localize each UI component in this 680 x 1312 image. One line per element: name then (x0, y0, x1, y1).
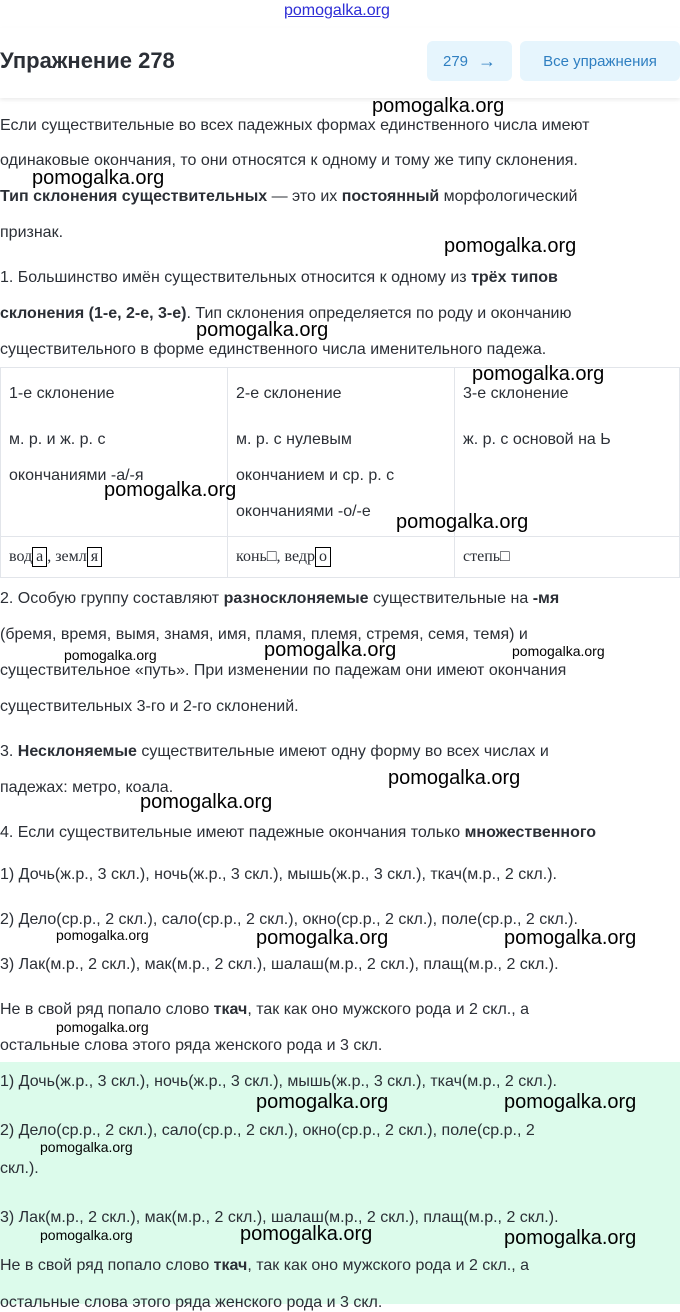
table-header: 3-е склонение (463, 385, 569, 402)
next-exercise-label: 279 (442, 52, 469, 70)
bold-term: трёх типов (471, 269, 558, 286)
text-span: 3. (0, 743, 18, 760)
bold-term: склонения (1-е, 2-е, 3-е) (0, 305, 187, 322)
watermark: pomogalka.org (256, 927, 389, 949)
watermark: pomogalka.org (396, 511, 529, 533)
theory-text: существительных 3-го и 2-го склонений. (0, 698, 299, 715)
answer-line: 1) Дочь(ж.р., 3 скл.), ночь(ж.р., 3 скл.), мышь(ж.р., 3 скл.), ткач(м.р., 2 скл.). (0, 1073, 557, 1090)
theory-text (0, 269, 558, 287)
table-cell-text: окончаниями -о/-е (236, 503, 371, 520)
answer-line: 3) Лак(м.р., 2 скл.), мак(м.р., 2 скл.), шалаш(м.р., 2 скл.), плащ(м.р., 2 скл.). (0, 1209, 559, 1226)
watermark: pomogalka.org (372, 95, 505, 117)
text-span: 4. Если существительные имеют падежные окончания только (0, 824, 465, 841)
table-cell (1, 368, 228, 537)
theory-text: существительного в форме единственного числа именительного падежа. (0, 341, 547, 358)
table-header: 2-е склонение (236, 385, 342, 402)
theory-text (0, 590, 559, 608)
site-logo-link[interactable]: pomogalka.org (284, 2, 390, 19)
bold-term: разносклоняемые (223, 590, 369, 607)
watermark: pomogalka.org (472, 363, 605, 385)
table-cell-text: ж. р. с основой на Ь (463, 431, 611, 448)
watermark: pomogalka.org (444, 235, 577, 257)
watermark: pomogalka.org (104, 479, 237, 501)
table-cell-text: м. р. и ж. р. с (9, 431, 106, 448)
watermark: pomogalka.org (64, 647, 157, 663)
text-span: Не в свой ряд попало слово (0, 1257, 214, 1274)
theory-text (0, 743, 549, 761)
answer-line: скл.). (0, 1160, 39, 1177)
watermark: pomogalka.org (512, 643, 605, 659)
text-span: — это их (267, 188, 342, 205)
text-span: 1. Большинство имён существительных относится к одному из (0, 269, 472, 286)
watermark: pomogalka.org (264, 639, 397, 661)
watermark: pomogalka.org (504, 1091, 637, 1113)
example-word: степь□ (463, 548, 510, 565)
bold-term: ткач (213, 1257, 248, 1274)
watermark: pomogalka.org (504, 927, 637, 949)
solution-line: 2) Дело(ср.р., 2 скл.), сало(ср.р., 2 скл.), окно(ср.р., 2 скл.), поле(ср.р., 2 скл.). (0, 911, 578, 928)
watermark: pomogalka.org (56, 927, 149, 943)
watermark: pomogalka.org (256, 1091, 389, 1113)
text-span: . Тип склонения определяется по роду и окончанию (186, 305, 572, 322)
text-span: , так как оно мужского рода и 2 скл., а (247, 1001, 530, 1018)
table-cell (455, 537, 680, 578)
solution-line: остальные слова этого ряда женского рода и 3 скл. (0, 1037, 383, 1054)
declension-table (0, 367, 680, 578)
theory-text: Если существительные во всех падежных формах единственного числа имеют (0, 117, 590, 134)
solution-line: 3) Лак(м.р., 2 скл.), мак(м.р., 2 скл.), шалаш(м.р., 2 скл.), плащ(м.р., 2 скл.). (0, 956, 559, 973)
theory-text: (бремя, время, вымя, знамя, имя, пламя, племя, стремя, семя, темя) и (0, 626, 528, 643)
theory-text (0, 824, 596, 842)
bold-term: -мя (532, 590, 560, 607)
text-span: Не в свой ряд попало слово (0, 1001, 214, 1018)
separator: , (47, 548, 56, 565)
ending-box: а (32, 547, 47, 567)
bold-term: постоянный (341, 188, 440, 205)
answer-line (0, 1257, 529, 1275)
all-exercises-label: Все упражнения (543, 52, 657, 70)
bold-term: Несклоняемые (17, 743, 137, 760)
watermark: pomogalka.org (388, 767, 521, 789)
all-exercises-button[interactable] (520, 41, 680, 81)
answer-line: 2) Дело(ср.р., 2 скл.), сало(ср.р., 2 скл.), окно(ср.р., 2 скл.), поле(ср.р., 2 (0, 1122, 535, 1139)
watermark: pomogalka.org (140, 791, 273, 813)
text-span: , так как оно мужского рода и 2 скл., а (247, 1257, 530, 1274)
page-title: Упражнение 278 (0, 48, 175, 73)
table-cell (1, 537, 228, 578)
text-span: существительные на (368, 590, 533, 607)
separator: , (276, 548, 285, 565)
text-span: существительные имеют одну форму во всех числах и (136, 743, 549, 760)
example-word: ведр (284, 548, 315, 565)
table-cell-text: окончанием и ср. р. с (236, 467, 395, 484)
answer-line: остальные слова этого ряда женского рода и 3 скл. (0, 1294, 383, 1311)
theory-text: существительное «путь». При изменении по падежам они имеют окончания (0, 662, 567, 679)
watermark: pomogalka.org (196, 319, 329, 341)
watermark: pomogalka.org (56, 1019, 149, 1035)
example-word: конь□ (236, 548, 277, 565)
watermark: pomogalka.org (40, 1139, 133, 1155)
text-span: морфологический (439, 188, 578, 205)
bold-term: множественного (464, 824, 597, 841)
table-cell-text: м. р. с нулевым (236, 431, 352, 448)
table-cell (228, 537, 455, 578)
theory-text (0, 188, 577, 206)
next-exercise-button[interactable] (427, 41, 512, 81)
watermark: pomogalka.org (40, 1227, 133, 1243)
theory-text: одинаковые окончания, то они относятся к одному и тому же типу склонения. (0, 152, 578, 169)
ending-box: о (315, 547, 331, 567)
text-span: 2. Особую группу составляют (0, 590, 224, 607)
example-word: земл (55, 548, 87, 565)
table-header: 1-е склонение (9, 385, 115, 402)
theory-text: признак. (0, 224, 64, 241)
watermark: pomogalka.org (504, 1227, 637, 1249)
bold-term: ткач (213, 1001, 248, 1018)
watermark: pomogalka.org (32, 167, 165, 189)
arrow-right-icon: → (478, 50, 497, 71)
solution-line (0, 1001, 529, 1019)
theory-text: падежах: метро, коала. (0, 779, 174, 796)
bold-term: Тип склонения существительных (0, 188, 268, 205)
ending-box: я (87, 547, 102, 567)
page-header (0, 28, 680, 98)
solution-line: 1) Дочь(ж.р., 3 скл.), ночь(ж.р., 3 скл.), мышь(ж.р., 3 скл.), ткач(м.р., 2 скл.). (0, 866, 557, 883)
watermark: pomogalka.org (240, 1223, 373, 1245)
table-cell-text: окончаниями -а/-я (9, 467, 144, 484)
example-word: вод (9, 548, 33, 565)
